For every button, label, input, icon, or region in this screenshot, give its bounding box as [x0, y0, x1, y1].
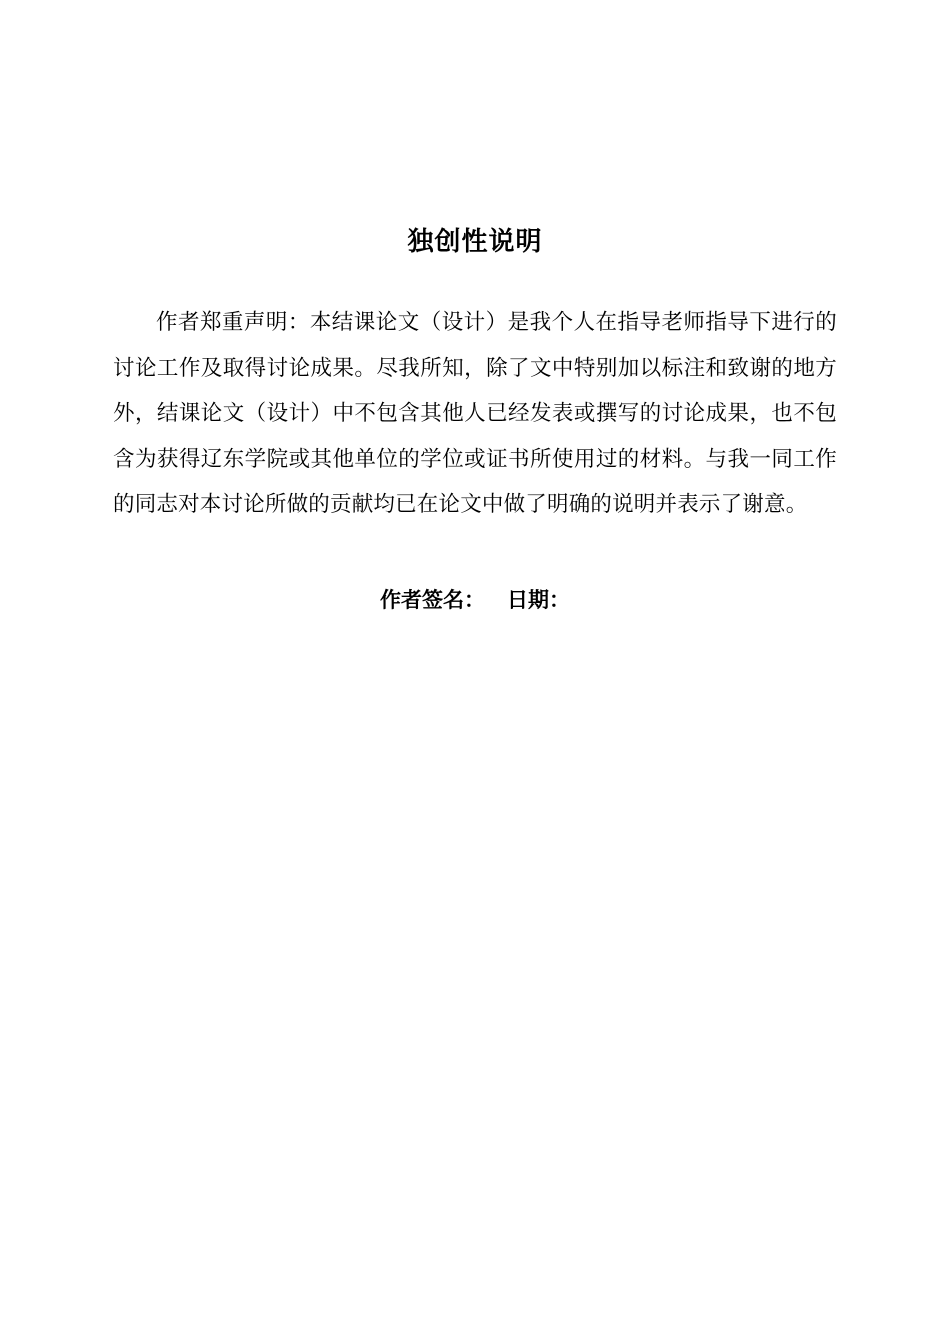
declaration-paragraph: 作者郑重声明：本结课论文（设计）是我个人在指导老师指导下进行的讨论工作及取得讨论成果。尽我所知，除了文中特别加以标注和致谢的地方外，结课论文（设计）中不包含其他人已经发表或撰写的讨论成果，也不包含为获得辽东学院或其他单位的学位或证书所使用过的材料。与我一同工作的同志对本讨论所做的贡献均已在论文中做了明确的说明并表示了谢意。 [113, 310, 837, 517]
signature-line [0, 580, 950, 620]
author-signature-label: 作者签名： [380, 588, 485, 612]
document-title: 独创性说明 [407, 227, 543, 257]
date-label: 日期： [507, 588, 570, 612]
